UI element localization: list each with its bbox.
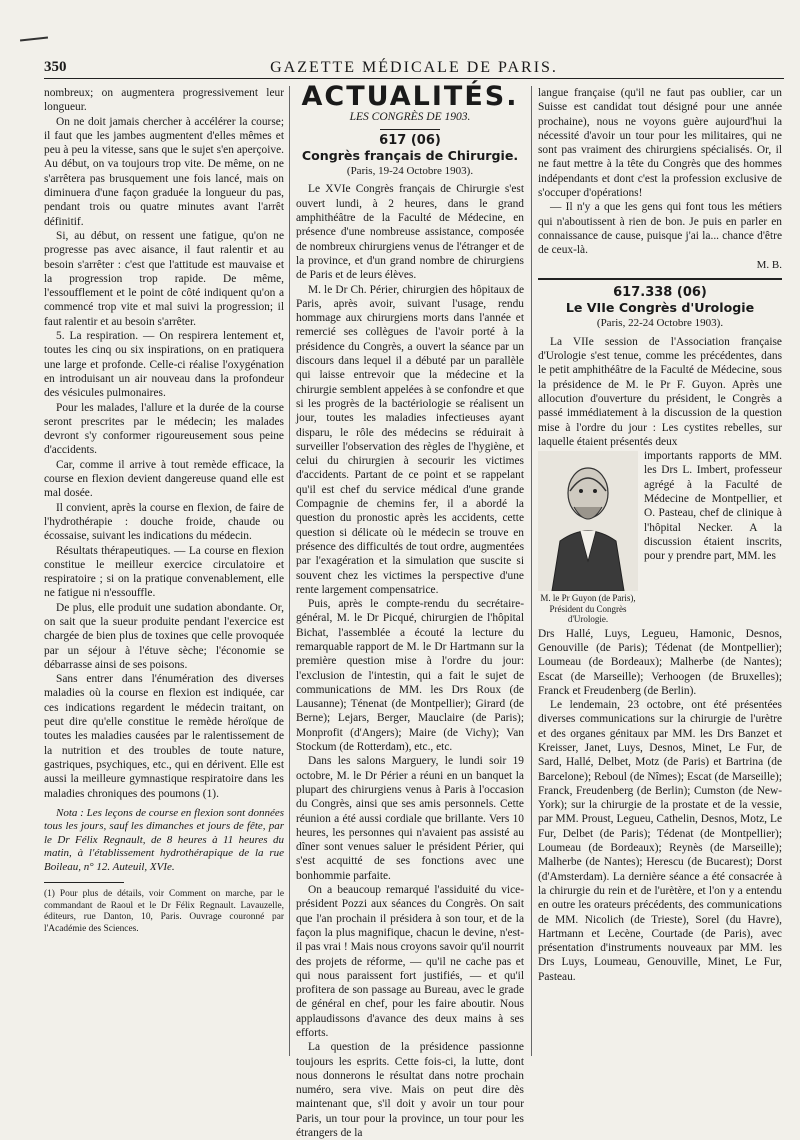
paragraph: On ne doit jamais chercher à accélérer la course; il faut que les jambes augmentent d'elles mêmes et peu à peu la vitesse, sans que le sujet s'en aperçoive. Au début, on va toujours trop vite. De même, on ne s'arrêtera pas brusquement une fois lancé, mais on diminuera d'une façon graduée la longueur du pas, pendant trois ou quatre minutes avant l'arrêt définitif. [44, 115, 284, 228]
column-middle [296, 81, 524, 1140]
classification-code: 617 (06) [379, 132, 441, 148]
divider [538, 278, 782, 280]
article-dates: (Paris, 22-24 Octobre 1903). [596, 317, 724, 330]
column-divider [531, 86, 532, 1056]
article-title: Le VIIe Congrès d'Urologie [565, 300, 755, 316]
column-right [538, 86, 782, 984]
section-subtitle: LES CONGRÈS DE 1903. [349, 111, 471, 124]
article-title: Congrès français de Chirurgie. [301, 147, 519, 163]
portrait-figure [538, 451, 638, 625]
paragraph: Le XVIe Congrès français de Chirurgie s'est ouvert lundi, à 2 heures, dans le grand amphithéâtre de la Faculté de Médecine, en présence d'une nombreuse assistance, composée de nombreux chirurgiens venus de l'étranger et de la province, et d'un grand nombre de chirurgiens de Paris et de leurs élèves. [296, 183, 524, 282]
paragraph: Drs Hallé, Luys, Legueu, Hamonic, Desnos, Genouville (de Paris); Tédenat (de Montpellier); Loumeau (de Bordeaux); Malherbe (de Nantes); Escat (de Marseille); Verhoogen (de Bruxelles); Franck et Freudenberg (de Berlin). [538, 627, 782, 697]
paragraph: Résultats thérapeutiques. — La course en flexion constitue le meilleur exercice circulatoire et respiratoire ; si on la pratique convenablement, elle ne fatigue ni n'essouffle. [44, 544, 284, 600]
journal-title: GAZETTE MÉDICALE DE PARIS. [270, 59, 558, 76]
divider [380, 129, 440, 130]
classification-code: 617.338 (06) [613, 284, 707, 300]
column-left [44, 86, 284, 935]
portrait-engraving [538, 451, 638, 591]
paragraph: De plus, elle produit une sudation abondante. Or, on sait que la sueur produite pendant l'exercice est chargée de bien plus de toxines que celle provoquée par un séjour à l'étuve sèche; l'économie se débarrasse ainsi de ses poisons. [44, 601, 284, 671]
paragraph: On a beaucoup remarqué l'assiduité du vice-président Pozzi aux séances du Congrès. On sait que l'an prochain il présidera à son tour, et de la façon la plus magnifique, chacun le devine, n'est-il pas vrai ! Mais nous croyons savoir qu'il nourrit des projets de réforme, — qu'il ne cache pas et qui nous paraissent fort justifiés, — et qu'il profitera de son passage au Bureau, avec le grade de général en chef, pour les faire aboutir. Nous applaudissons d'avance des deux mains à ses efforts. [296, 884, 524, 1039]
paragraph: nombreux; on augmentera progressivement leur longueur. [44, 87, 284, 114]
paragraph: Il convient, après la course en flexion, de faire de l'hydrothérapie : douche froide, chaude ou écossaise, suivant les indications du médecin. [44, 501, 284, 543]
signature: M. B. [756, 258, 782, 271]
page-number: 350 [44, 59, 67, 75]
paragraph: 5. La respiration. — On respirera lentement et, toutes les cinq ou six inspirations, on en pratiquera une large et profonde. Celle-ci réalise l'oxygénation en introduisant un air nouveau dans la profondeur des vésicules pulmonaires. [44, 330, 284, 400]
page-header [44, 56, 784, 79]
paragraph: Car, comme il arrive à tout remède efficace, la course en flexion devient dangereuse quand elle est mal dosée. [44, 458, 284, 500]
paragraph: langue française (qu'il ne faut pas oublier, car un Suisse est candidat tout désigné pour une année prochaine), nous ne voyons guère aujourd'hui la nécessité d'avoir un tour pour les militaires, qui ne sont pas vraiment des chirurgiens spécialisés. Or, il ne faut mettre à la tête du Congrès que des hommes indépendants et dont c'est la profession exclusive de s'occuper d'opérations! [538, 87, 782, 200]
paragraph: importants rapports de MM. les Drs L. Imbert, professeur agrégé à la Faculté de Médecine de Montpellier, et O. Pasteau, chef de clinique à l'hôpital Necker. A la discussion étaient inscrits, pour y prendre part, MM. les [644, 450, 782, 563]
paragraph: Dans les salons Marguery, le lundi soir 19 octobre, M. le Dr Périer a réuni en un banquet la plupart des chirurgiens venus à Paris à l'occasion du Congrès, ainsi que ses amis personnels. Cette réunion a été aussi cordiale que brillante. Vers 10 heures, les personnes qui n'avaient pas assisté au dîner sont venues saluer le président Périer, qui s'est acquitté de ses fonctions avec une bonhommie parfaite. [296, 755, 524, 882]
paragraph: La VIIe session de l'Association française d'Urologie s'est tenue, comme les précédentes, dans le petit amphithéâtre de la Faculté de Médecine, sous la présidence de M. le Pr F. Guyon. Après une allocution d'ouverture du président, le Congrès a passé immédiatement à la discussion de la question mise à l'ordre du jour : Les cystites rebelles, sur laquelle étaient présentés deux [538, 335, 782, 448]
paragraph: Puis, après le compte-rendu du secrétaire-général, M. le Dr Picqué, chirurgien de l'hôpital Bichat, l'assemblée a écouté la lecture du remarquable rapport de M. le Dr Hartmann sur la première question mise à l'ordre du jour: l'exclusion de l'intestin, qui a fait le sujet de communications de MM. les Drs Roux (de Lausanne); Ténenat (de Montpellier); Girard (de Berne); Lejars, Berger, Mauclaire (de Paris); Monprofit (d'Angers); Maire (de Vichy); Van Stockum (de Rotterdam), etc., etc. [296, 598, 524, 754]
ink-mark [20, 37, 48, 42]
paragraph: La question de la présidence passionne toujours les esprits. Cette fois-ci, la lutte, dont nous donnerons le résultat dans notre prochain numéro, sera vive. Mais on peut dire dès maintenant que, s'il doit y avoir un tour pour Paris, un tour pour la province, un tour pour les étrangers de la [296, 1041, 524, 1140]
portrait-caption: M. le Pr Guyon (de Paris), Président du Congrès d'Urologie. [540, 593, 636, 625]
paragraph: Sans entrer dans l'énumération des diverses maladies où la course en flexion est indiquée, car ces indications regardent le médecin traitant, on peut dire qu'elle constitue le remède héroïque de toutes les maladies causées par le ralentissement de la nutrition et des troubles de toute nature, gastriques, psychiques, etc., qui en dérivent. Elle est aussi la meilleure gymnastique respiratoire dans les maladies chroniques des poumons (1). [44, 673, 284, 800]
paragraph: M. le Dr Ch. Périer, chirurgien des hôpitaux de Paris, après avoir, suivant l'usage, rendu hommage aux chirurgiens morts dans l'année et remercié ses collègues de l'avoir porté à la présidence du Congrès, a ouvert la séance par un discours dans lequel il a débuté par un parallèle qui laisse entrevoir que la médecine et la chirurgie semblent appelées à se confondre et que si les progrès de la bactériologie se réalisent un jour, toutes les maladies infectieuses ayant disparu, le rôle des médecins se réduirait à surveiller l'observation des règles de l'hygiène, et celui du chirurgien à secourir les victimes d'accidents. Partant de ce point et se rappelant qu'il est chef du service médical d'une grande Compagnie de chemins fer, il a abordé la question du pronostic après les accidents, cette question si délicate où le médecin se trouve en présence des difficultés de tout ordre, augmentées par l'exagération et la simulation que suscite si souvent chez les victimes la perspective d'une rente largement compensatrice. [296, 283, 524, 596]
paragraph: Pour les malades, l'allure et la durée de la course seront prescrites par le médecin; les malades devront s'y conformer rigoureusement sous peine d'accidents. [44, 401, 284, 457]
paragraph: Le lendemain, 23 octobre, ont été présentées diverses communications sur la chirurgie de l'urètre et des organes génitaux par MM. les Drs Banzet et Kreisser, Janet, Luys, Desnos, Minet, Le Fur, de Sard, Hallé, Delbet, Motz (de Paris) et Bartrina (de Barcelone); Reboul (de Nîmes); Escat (de Marseille); Franck, Freudenberg (de Berlin); Cumston (de New-York); sur la chirurgie de la prostate et de la vessie, par MM. Proust, Legueu, Cathelin, Desnos, Motz, Le Fur, Delbet (de Paris); Tédenat (de Montpellier); Loumeau (de Bordeaux); Reynès (de Marseille); Malherbe (de Nantes); Herescu (de Bucarest); Dorst (d'Amsterdam). La dernière séance a été consacrée à la chirurgie du rein et de l'urètère, et l'on y a entendu en outre les orateurs précédents, des communications de MM. Nicolich (de Trieste), Sorel (du Havre), Hartmann et Lecène, Courtade (de Paris), avec présentation d'instruments nouveaux par MM. les Drs Luys, Loumeau, Genouville, Minet, Le Fur, Pasteau. [538, 699, 782, 983]
paragraph: — Il n'y a que les gens qui font tous les métiers qui n'aboutissent à rien de bon. Je puis en parler en connaissance de cause, puisque j'ai la... chance d'être de ceux-là. [538, 201, 782, 257]
column-divider [289, 86, 290, 1056]
nota-note: Nota : Les leçons de course en flexion sont données tous les jours, sauf les dimanches et jours de fête, par le Dr Félix Regnault, de 8 heures à 11 heures du matin, à l'établissement hydrothérapique de la rue Boileau, n° 12. Auteuil, XVIe. [44, 806, 284, 873]
footnote-rule [44, 882, 124, 883]
article-dates: (Paris, 19-24 Octobre 1903). [346, 165, 474, 178]
section-masthead: ACTUALITÉS. [301, 81, 519, 112]
paragraph: Si, au début, on ressent une fatigue, qu'on ne progresse pas avec aisance, il faut ralentir et au besoin s'arrêter : c'est que l'attitude est mauvaise et la progression trop rapide. De même, l'essoufflement et le point de côté indiquent qu'on a commencé trop vite et mal suivi la progression; il faut ralentir et au besoin s'arrêter. [44, 229, 284, 328]
footnote: (1) Pour plus de détails, voir Comment on marche, par le commandant de Raoul et le Dr Félix Regnault. Lavauzelle, éditeurs, rue Danton, 10, Paris. Ouvrage couronné par l'Académie des Sciences. [44, 889, 284, 934]
